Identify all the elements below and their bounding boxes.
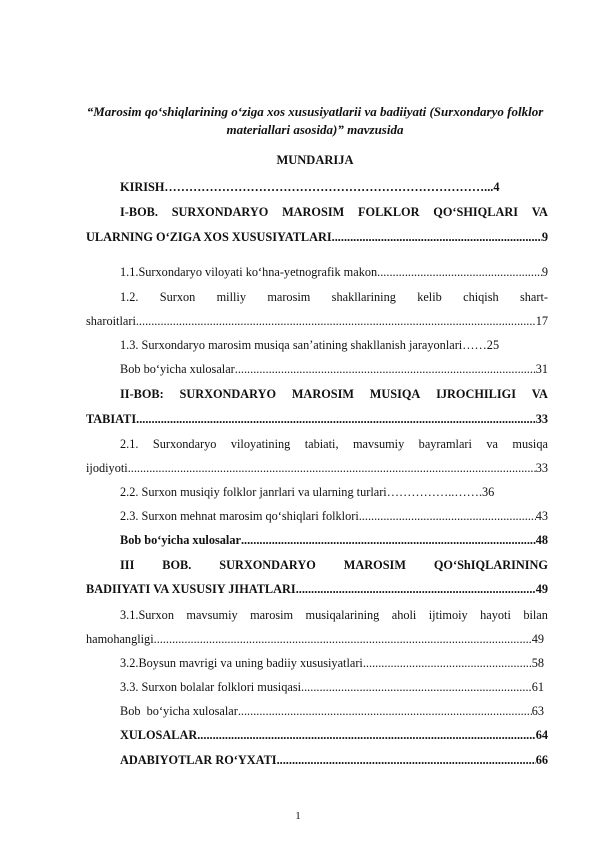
toc-chapter-3-line1[interactable] [120,557,548,573]
word: Surxon [159,290,196,304]
word: hayoti [480,608,511,622]
toc-entry-text: Bob bo‘yicha xulosalar [120,362,235,376]
toc-entry-text: sharoitlari [86,314,136,328]
word: marosim [267,290,311,304]
leader-dots [241,532,536,548]
word: musiqa [512,437,548,451]
page-number: 1 [295,810,301,822]
word: IJROCHILIGI [436,387,517,401]
toc-section-3-1-line1[interactable] [120,607,548,623]
word: bayramlari [418,437,472,451]
word: shakllarining [331,290,396,304]
toc-entry-text: KIRISH……………………………………………………………………... [120,180,494,194]
toc-page-number: 58 [531,656,544,670]
toc-entry-text: 3.3. Surxon bolalar folklori musiqasi [120,680,302,694]
toc-chapter-2-line1[interactable] [120,386,548,402]
word: SURXONDARYO [171,205,269,219]
leader-dots [197,727,535,743]
toc-entry-text: 3.2.Boysun mavrigi va uning badiiy xususiyatlari [120,656,363,670]
toc-chapter-2-line2[interactable] [86,411,548,427]
toc-page-number: 25 [486,338,500,352]
toc-page-number: 61 [531,680,544,694]
toc-chapter-3-conclusion[interactable] [120,703,544,719]
toc-page-number: 49 [535,582,548,596]
toc-entry-text: 1.3. Surxondaryo marosim musiqa san’atining shakllanish jarayonlari…… [120,338,487,352]
word: VA [531,205,548,219]
toc-heading: MUNDARIJA [276,153,354,167]
word: kelib [417,290,442,304]
leader-dots [136,313,536,329]
toc-entry-text: 2.3. Surxon mehnat marosim qo‘shiqlari folklori [120,509,359,523]
word: 1.2. [120,290,139,304]
leader-dots [332,229,542,245]
toc-entry-text: Bob bo‘yicha xulosalar [120,704,238,718]
toc-section-3-1-line2[interactable] [86,631,544,647]
leader-dots [128,460,536,476]
word: bilan [523,608,548,622]
leader-dots [363,655,532,671]
word: chiqish [463,290,499,304]
word: tabiati, [304,437,339,451]
toc-page-number: 64 [535,728,548,742]
toc-page-number: 48 [535,533,548,547]
toc-entry-text: hamohangligi [86,632,154,646]
word: BOB. [162,558,192,572]
word: II-BOB: [120,387,164,401]
leader-dots [235,361,536,377]
word: QO‘ShIQLARINING [433,558,548,572]
word: MAROSIM [343,558,406,572]
word: aholi [391,608,417,622]
toc-page-number: 4 [493,180,500,194]
toc-section-2-2[interactable] [120,484,548,500]
toc-page-number: 66 [535,753,548,767]
word: MAROSIM [291,387,354,401]
word: III [120,558,135,572]
toc-section-2-1-line2[interactable] [86,460,548,476]
toc-page-number: 17 [535,314,548,328]
word: va [486,437,498,451]
word: VA [531,387,548,401]
leader-dots [238,703,532,719]
leader-dots [136,411,536,427]
word: marosim [250,608,294,622]
word: viloyatining [230,437,291,451]
word: milliy [216,290,246,304]
toc-page-number: 31 [535,362,548,376]
toc-entry-text: ULARNING O‘ZIGA XOS XUSUSIYATLARI [86,230,332,244]
toc-section-3-3[interactable] [120,679,544,695]
word: ijtimoiy [428,608,468,622]
toc-page-number: 33 [535,461,548,475]
toc-entry-text: BADIIYATI VA XUSUSIY JIHATLARI [86,582,296,596]
toc-section-1-1[interactable] [120,264,548,280]
word: MAROSIM [282,205,345,219]
leader-dots [154,631,532,647]
toc-entry-adabiyotlar[interactable] [120,752,548,768]
word: Surxondaryo [152,437,217,451]
toc-section-2-1-line1[interactable] [120,436,548,452]
toc-entry-text: TABIATI [86,412,137,426]
toc-page-number: 9 [541,265,548,279]
toc-section-1-2-line1[interactable] [120,289,548,305]
toc-entry-kirish[interactable] [120,179,548,195]
toc-page-number: 33 [535,412,548,426]
leader-dots [359,508,536,524]
word: 2.1. [120,437,139,451]
word: mavsumiy [352,437,405,451]
toc-chapter-1-line2[interactable] [86,229,548,245]
word: musiqalarining [305,608,380,622]
toc-page-number: 49 [531,632,544,646]
word: mavsumiy [186,608,238,622]
toc-section-3-2[interactable] [120,655,544,671]
toc-entry-text: XULOSALAR [120,728,198,742]
toc-entry-text: Bob bo‘yicha xulosalar [120,533,241,547]
toc-page-number: 63 [531,704,544,718]
toc-section-1-3[interactable] [120,337,548,353]
toc-chapter-3-line2[interactable] [86,581,548,597]
word: QO‘SHIQLARI [433,205,518,219]
word: I-BOB. [120,205,158,219]
toc-section-2-3[interactable] [120,508,548,524]
toc-chapter-2-conclusion[interactable] [120,532,548,548]
toc-section-1-2-line2[interactable] [86,313,548,329]
toc-entry-text: ADABIYOTLAR RO‘YXATI [120,753,277,767]
toc-chapter-1-conclusion[interactable] [120,361,548,377]
word: 3.1.Surxon [120,608,174,622]
word: MUSIQA [369,387,421,401]
toc-entry-xulosalar[interactable] [120,727,548,743]
leader-dots [296,581,536,597]
leader-dots [377,264,542,280]
leader-dots [301,679,532,695]
document-title: “Marosim qo‘shiqlarining o‘ziga xos xususiyatlarii va badiiyati (Surxondaryo folklor materiallari asosida)” mavzusida [86,104,544,137]
word: shart- [519,290,548,304]
toc-page-number: 9 [541,230,548,244]
toc-chapter-1-line1[interactable] [120,204,548,220]
leader-dots [277,752,536,768]
toc-page-number: 43 [535,509,548,523]
word: FOLKLOR [358,205,420,219]
toc-entry-text: 2.2. Surxon musiqiy folklor janrlari va ularning turlari……………..……. [120,485,483,499]
toc-page-number: 36 [482,485,495,499]
word: SURXONDARYO [179,387,277,401]
toc-entry-text: ijodiyoti [86,461,128,475]
word: SURXONDARYO [219,558,316,572]
toc-entry-text: 1.1.Surxondaryo viloyati ko‘hna-yetnografik makon [120,265,378,279]
